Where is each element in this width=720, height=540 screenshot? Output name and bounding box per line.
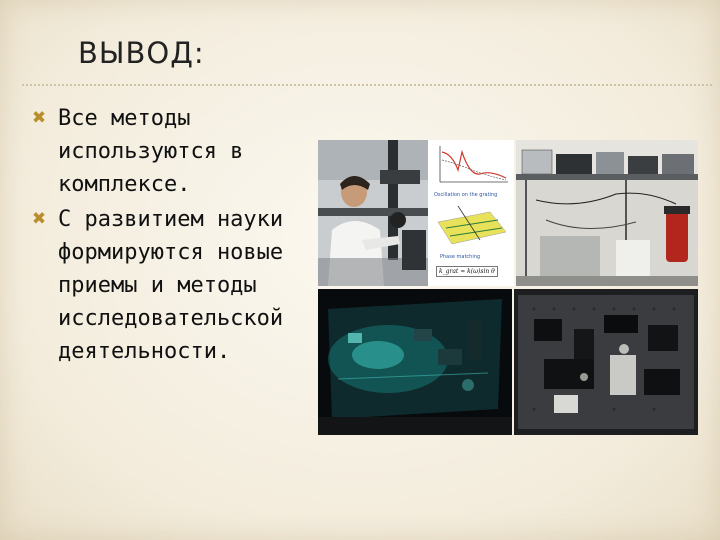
scientist-photo <box>318 140 428 286</box>
bullet-list <box>28 102 318 370</box>
lab-bench-photo <box>516 140 698 286</box>
optics-table-photo <box>514 289 698 435</box>
bullet-item <box>28 203 318 368</box>
bullet-text: Все методы используются в комплексе. <box>58 106 244 197</box>
diagram-caption-bottom: Phase matching <box>440 254 481 260</box>
diagram-caption-top: Oscillation on the grating <box>434 192 498 198</box>
diagram-photo <box>428 140 514 286</box>
bullet-item <box>28 102 318 201</box>
slide-title: ВЫВОД: <box>78 36 205 70</box>
bullet-text: С развитием науки формируются новые приемы и методы исследовательской деятельности. <box>58 207 284 364</box>
diagram-formula: k_grat ≈ k(ω)sin θ <box>436 266 498 277</box>
x-bullet-icon: ✖ <box>31 209 47 229</box>
title-divider <box>22 84 712 86</box>
x-bullet-icon: ✖ <box>31 108 47 128</box>
laser-table-photo <box>318 289 512 435</box>
